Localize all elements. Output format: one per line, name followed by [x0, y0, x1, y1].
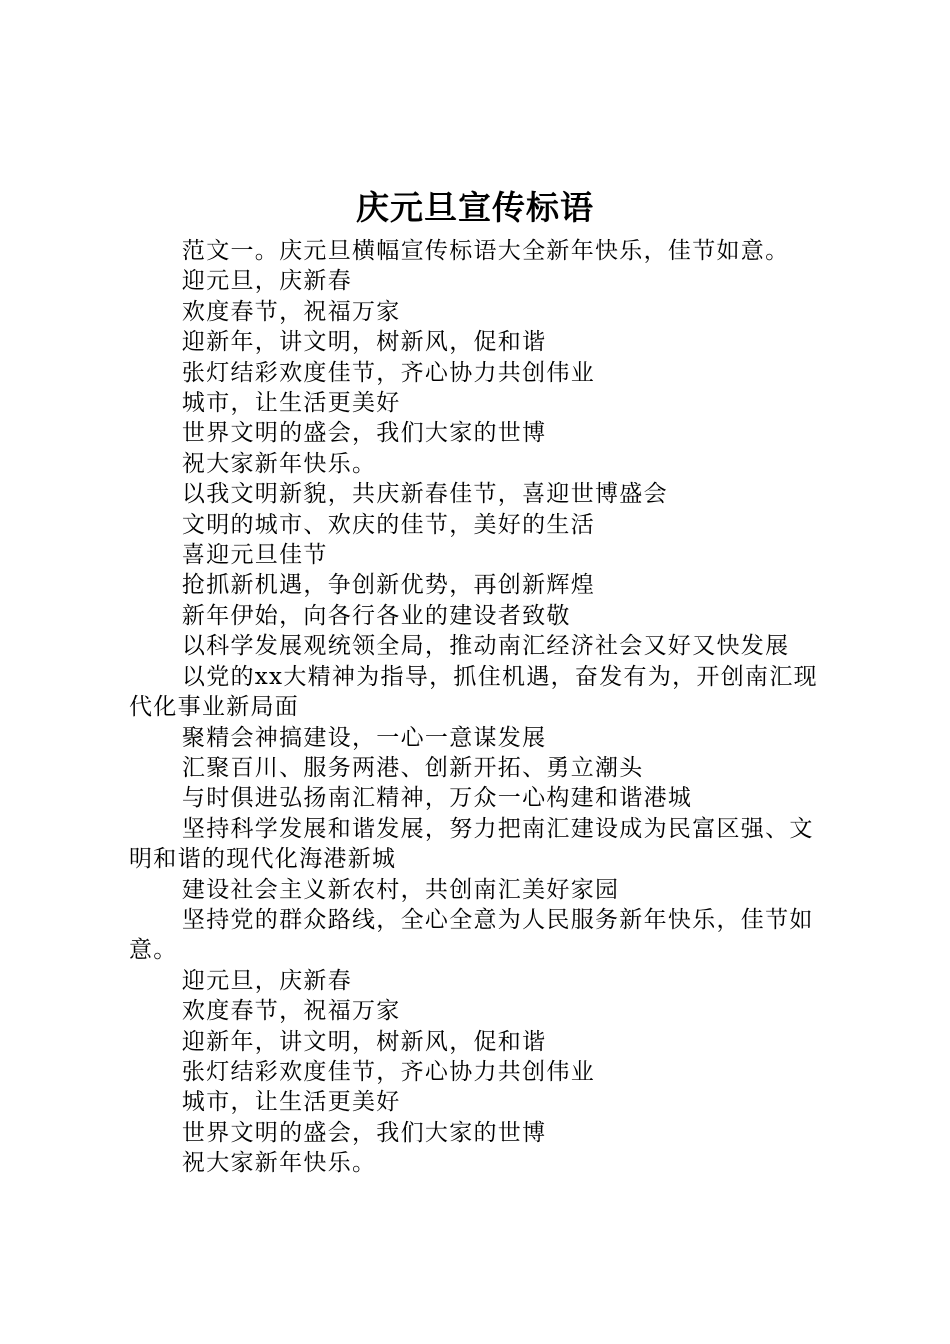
paragraph: 祝大家新年快乐。 — [181, 450, 377, 477]
paragraph: 张灯结彩欢度佳节，齐心协力共创伟业 — [181, 359, 595, 386]
paragraph: 范文一。庆元旦横幅宣传标语大全新年快乐，佳节如意。 — [181, 238, 790, 264]
paragraph: 祝大家新年快乐。 — [181, 1150, 377, 1177]
paragraph: 城市，让生活更美好 — [181, 1089, 401, 1116]
paragraph: 汇聚百川、服务两港、创新开拓、勇立潮头 — [181, 754, 644, 781]
paragraph: 坚持科学发展和谐发展，努力把南汇建设成为民富区强、文明和谐的现代化海港新城 — [129, 815, 814, 873]
paragraph: 以科学发展观统领全局，推动南汇经济社会又好又快发展 — [181, 633, 790, 660]
paragraph: 张灯结彩欢度佳节，齐心协力共创伟业 — [181, 1058, 595, 1085]
paragraph: 欢度春节，祝福万家 — [181, 298, 401, 325]
paragraph: 世界文明的盛会，我们大家的世博 — [181, 420, 547, 447]
paragraph: 世界文明的盛会，我们大家的世博 — [181, 1119, 547, 1146]
document-body — [129, 236, 835, 1179]
paragraph: 以我文明新貌，共庆新春佳节，喜迎世博盛会 — [181, 481, 668, 508]
paragraph: 迎元旦，庆新春 — [181, 967, 352, 994]
paragraph: 喜迎元旦佳节 — [181, 542, 328, 569]
paragraph: 迎新年，讲文明，树新风，促和谐 — [181, 329, 547, 356]
paragraph: 新年伊始，向各行各业的建设者致敬 — [181, 602, 571, 629]
paragraph: 迎新年，讲文明，树新风，促和谐 — [181, 1028, 547, 1055]
paragraph: 迎元旦，庆新春 — [181, 268, 352, 295]
paragraph: 建设社会主义新农村，共创南汇美好家园 — [181, 876, 620, 903]
paragraph: 坚持党的群众路线，全心全意为人民服务新年快乐，佳节如意。 — [129, 906, 814, 964]
paragraph: 以党的xx大精神为指导，抓住机遇，奋发有为，开创南汇现代化事业新局面 — [129, 663, 818, 721]
paragraph: 文明的城市、欢庆的佳节，美好的生活 — [181, 511, 595, 538]
paragraph: 聚精会神搞建设，一心一意谋发展 — [181, 724, 547, 751]
paragraph: 欢度春节，祝福万家 — [181, 998, 401, 1025]
document-title: 庆元旦宣传标语 — [356, 188, 594, 227]
paragraph: 与时俱进弘扬南汇精神，万众一心构建和谐港城 — [181, 785, 693, 812]
paragraph: 抢抓新机遇，争创新优势，再创新辉煌 — [181, 572, 595, 599]
paragraph: 城市，让生活更美好 — [181, 390, 401, 417]
